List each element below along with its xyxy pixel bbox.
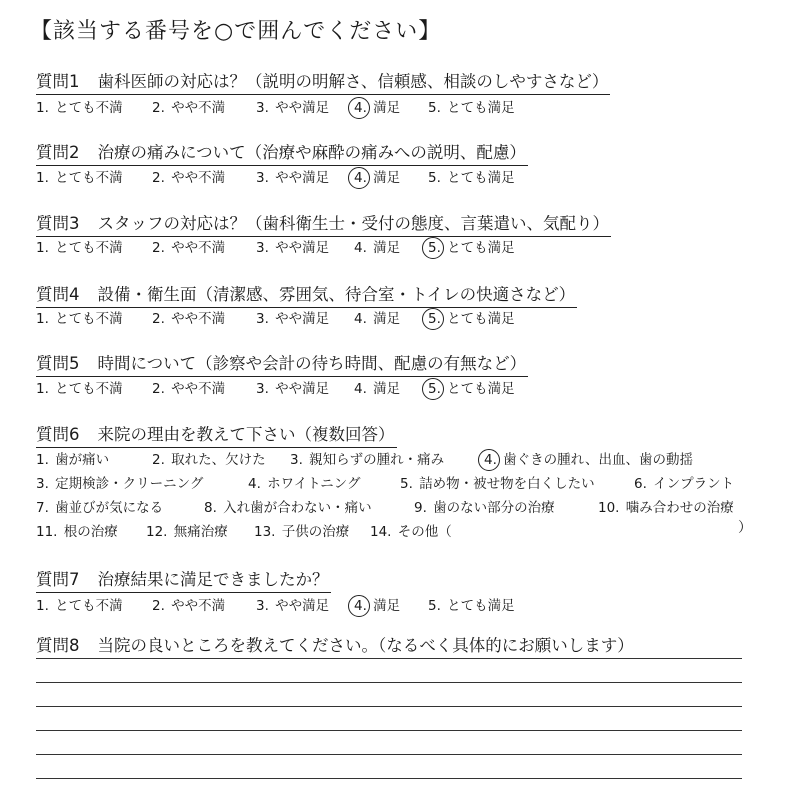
option-label: 歯並びが気になる — [50, 500, 164, 516]
question-1 — [36, 68, 610, 95]
answer-option-1[interactable] — [34, 377, 123, 397]
page-title: 【該当する番号を○で囲んでください】 — [30, 19, 442, 44]
question-text: 歯科医師の対応は？（説明の明解さ、信頼感、相談のしやすさなど） — [97, 72, 609, 91]
question-3 — [36, 210, 611, 237]
option-label: ホワイトニング — [262, 476, 361, 492]
question-text: 当院の良いところを教えてください。（なるべく具体的にお願いします） — [97, 636, 634, 655]
answer-option-5[interactable] — [426, 307, 515, 327]
option-number: 3. — [256, 170, 269, 186]
option-label: 歯ぐきの腫れ、出血、歯の動揺 — [498, 452, 693, 468]
question-5 — [36, 350, 528, 377]
question-number: 質問8 — [36, 636, 80, 655]
answer-option-2[interactable] — [150, 377, 225, 397]
reason-option-13[interactable] — [252, 520, 349, 540]
option-label: 満足 — [368, 381, 401, 397]
option-label: やや不満 — [166, 170, 226, 186]
option-label: 取れた、欠けた — [166, 452, 266, 468]
option-number: 10. — [598, 500, 620, 516]
question-7 — [36, 566, 331, 593]
reason-option-4[interactable] — [246, 472, 360, 492]
answer-option-2[interactable] — [150, 236, 225, 256]
option-label: 定期検診・クリーニング — [50, 476, 204, 492]
reason-option-1[interactable] — [34, 448, 109, 468]
write-line — [36, 730, 742, 731]
option-number: 1. — [36, 452, 49, 468]
other-close-paren: ） — [738, 520, 752, 536]
answer-option-5[interactable] — [426, 377, 515, 397]
option-label: やや満足 — [270, 100, 330, 116]
question-number: 質問4 — [36, 285, 80, 304]
answer-option-2[interactable] — [150, 96, 225, 116]
question-number: 質問1 — [36, 72, 80, 91]
option-number: 5. — [428, 170, 441, 186]
answer-option-5[interactable] — [426, 166, 515, 186]
option-number: 5. — [428, 100, 441, 116]
option-label: 歯のない部分の治療 — [428, 500, 555, 516]
answer-option-3[interactable] — [254, 594, 329, 614]
reason-option-2[interactable] — [150, 448, 266, 468]
option-number: 12. — [146, 524, 168, 540]
answer-option-1[interactable] — [34, 96, 123, 116]
option-label: 親知らずの腫れ・痛み — [304, 452, 445, 468]
option-number: 2. — [152, 311, 165, 327]
option-label: 満足 — [368, 100, 401, 116]
reason-option-14[interactable] — [368, 520, 452, 540]
option-label: とても不満 — [50, 170, 123, 186]
option-number: 6. — [634, 476, 647, 492]
option-label: 入れ歯が合わない・痛い — [218, 500, 372, 516]
question-4 — [36, 281, 577, 308]
answer-option-3[interactable] — [254, 166, 329, 186]
reason-option-5[interactable] — [398, 472, 595, 492]
option-label: 満足 — [368, 170, 401, 186]
option-label: 満足 — [368, 311, 401, 327]
option-number: 3. — [256, 100, 269, 116]
answer-option-1[interactable] — [34, 166, 123, 186]
option-number: 5. — [428, 598, 441, 614]
question-text: 設備・衛生面（清潔感、雰囲気、待合室・トイレの快適さなど） — [97, 285, 576, 304]
answer-option-4[interactable] — [352, 236, 400, 256]
option-number: 2. — [152, 240, 165, 256]
option-number: 5. — [400, 476, 413, 492]
answer-option-3[interactable] — [254, 236, 329, 256]
option-number: 3. — [256, 598, 269, 614]
question-text: 治療結果に満足できましたか？ — [97, 570, 329, 589]
answer-option-1[interactable] — [34, 594, 123, 614]
option-label: インプラント — [648, 476, 735, 492]
option-number: 2. — [152, 100, 165, 116]
reason-option-6[interactable] — [632, 472, 734, 492]
option-label: やや不満 — [166, 381, 226, 397]
option-number: 4. — [354, 598, 367, 614]
reason-option-8[interactable] — [202, 496, 372, 516]
option-label: 無痛治療 — [169, 524, 228, 540]
option-number: 2. — [152, 381, 165, 397]
question-number: 質問2 — [36, 143, 80, 162]
option-number: 14. — [370, 524, 392, 540]
answer-option-4[interactable] — [352, 166, 400, 186]
option-number: 4. — [248, 476, 261, 492]
reason-option-9[interactable] — [412, 496, 555, 516]
write-line — [36, 754, 742, 755]
option-number: 4. — [484, 452, 497, 468]
option-label: とても不満 — [50, 598, 123, 614]
option-label: 満足 — [368, 240, 401, 256]
question-text: 時間について（診察や会計の待ち時間、配慮の有無など） — [97, 354, 527, 373]
answer-option-5[interactable] — [426, 96, 515, 116]
option-number: 1. — [36, 311, 49, 327]
write-line — [36, 658, 742, 659]
option-number: 4. — [354, 170, 367, 186]
option-label: 子供の治療 — [277, 524, 350, 540]
option-number: 5. — [428, 381, 441, 397]
question-number: 質問3 — [36, 214, 80, 233]
option-number: 4. — [354, 311, 367, 327]
reason-option-11[interactable] — [34, 520, 118, 540]
question-6 — [36, 421, 397, 448]
option-number: 1. — [36, 598, 49, 614]
option-label: とても不満 — [50, 100, 123, 116]
option-number: 1. — [36, 170, 49, 186]
option-number: 9. — [414, 500, 427, 516]
answer-option-3[interactable] — [254, 307, 329, 327]
answer-option-2[interactable] — [150, 594, 225, 614]
write-line — [36, 706, 742, 707]
option-label: やや不満 — [166, 240, 226, 256]
question-text: 来院の理由を教えて下さい（複数回答） — [97, 425, 395, 444]
option-label: やや不満 — [166, 598, 226, 614]
answer-option-4[interactable] — [352, 96, 400, 116]
option-number: 1. — [36, 381, 49, 397]
reason-option-4[interactable] — [482, 448, 693, 468]
option-number: 4. — [354, 381, 367, 397]
question-8 — [36, 632, 636, 658]
option-number: 1. — [36, 100, 49, 116]
option-label: 根の治療 — [59, 524, 118, 540]
option-number: 4. — [354, 100, 367, 116]
reason-option-3[interactable] — [34, 472, 203, 492]
option-number: 7. — [36, 500, 49, 516]
option-number: 13. — [254, 524, 276, 540]
answer-option-5[interactable] — [426, 236, 515, 256]
option-number: 3. — [256, 381, 269, 397]
option-number: 11. — [36, 524, 58, 540]
option-number: 3. — [256, 240, 269, 256]
answer-option-3[interactable] — [254, 377, 329, 397]
question-number: 質問7 — [36, 570, 80, 589]
answer-option-2[interactable] — [150, 307, 225, 327]
answer-option-4[interactable] — [352, 594, 400, 614]
option-label: とても満足 — [442, 598, 515, 614]
option-label: とても満足 — [442, 311, 515, 327]
option-label: とても不満 — [50, 381, 123, 397]
answer-option-3[interactable] — [254, 96, 329, 116]
question-text: スタッフの対応は？（歯科衛生士・受付の態度、言葉遣い、気配り） — [97, 214, 609, 233]
option-label: とても満足 — [442, 240, 515, 256]
option-number: 2. — [152, 452, 165, 468]
option-label: とても満足 — [442, 381, 515, 397]
option-label: 噛み合わせの治療 — [621, 500, 734, 516]
option-number: 3. — [256, 311, 269, 327]
question-2 — [36, 139, 528, 166]
option-number: 5. — [428, 311, 441, 327]
option-number: 2. — [152, 598, 165, 614]
reason-option-3[interactable] — [288, 448, 444, 468]
answer-option-4[interactable] — [352, 307, 400, 327]
option-label: やや不満 — [166, 311, 226, 327]
answer-option-5[interactable] — [426, 594, 515, 614]
option-number: 5. — [428, 240, 441, 256]
question-text: 治療の痛みについて（治療や麻酔の痛みへの説明、配慮） — [97, 143, 526, 162]
option-number: 8. — [204, 500, 217, 516]
option-label: その他（ — [393, 524, 452, 540]
option-number: 2. — [152, 170, 165, 186]
option-number: 3. — [290, 452, 303, 468]
option-label: やや満足 — [270, 311, 330, 327]
option-number: 3. — [36, 476, 49, 492]
write-line — [36, 682, 742, 683]
option-number: 1. — [36, 240, 49, 256]
question-number: 質問6 — [36, 425, 80, 444]
option-label: やや満足 — [270, 170, 330, 186]
option-number: 4. — [354, 240, 367, 256]
write-line — [36, 778, 742, 779]
answer-option-1[interactable] — [34, 236, 123, 256]
option-label: 歯が痛い — [50, 452, 110, 468]
reason-option-7[interactable] — [34, 496, 163, 516]
answer-option-1[interactable] — [34, 307, 123, 327]
option-label: やや満足 — [270, 381, 330, 397]
answer-option-4[interactable] — [352, 377, 400, 397]
question-number: 質問5 — [36, 354, 80, 373]
option-label: とても満足 — [442, 170, 515, 186]
reason-option-10[interactable] — [596, 496, 734, 516]
option-label: とても不満 — [50, 311, 123, 327]
option-label: やや不満 — [166, 100, 226, 116]
answer-option-2[interactable] — [150, 166, 225, 186]
option-label: とても満足 — [442, 100, 515, 116]
option-label: やや満足 — [270, 240, 330, 256]
option-label: 詰め物・被せ物を白くしたい — [414, 476, 595, 492]
reason-option-12[interactable] — [144, 520, 228, 540]
option-label: とても不満 — [50, 240, 123, 256]
option-label: やや満足 — [270, 598, 330, 614]
option-label: 満足 — [368, 598, 401, 614]
